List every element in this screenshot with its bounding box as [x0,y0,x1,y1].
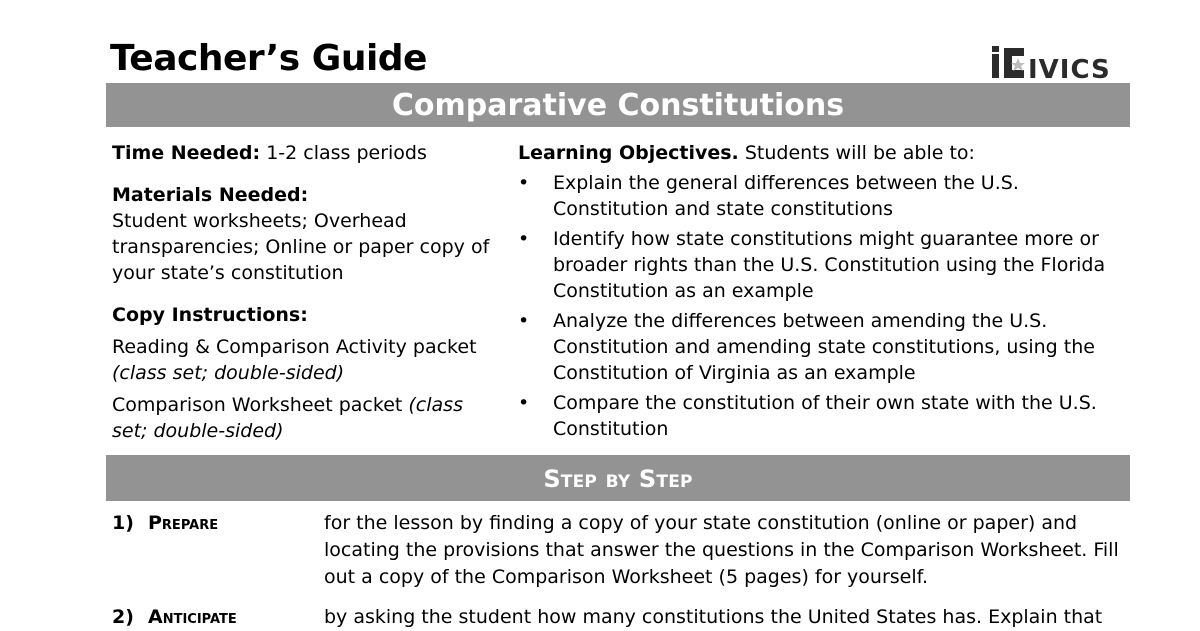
copy-item-text: Reading & Comparison Activity packet [112,336,477,358]
objective-text: Identify how state constitutions might guarantee more or broader rights than the U.S. Constitution using the Florida Constitution as an example [553,228,1106,302]
objectives-heading [518,140,1138,166]
bullet-icon: • [518,228,530,250]
title-banner: Comparative Constitutions [106,83,1130,127]
lesson-info [112,140,502,444]
step-number: 1) [112,512,134,534]
copy-item-note: (class set; double-sided) [112,394,463,442]
icivics-logo [990,44,1132,80]
steps-banner: Step by Step [106,455,1130,501]
time-needed-value: 1-2 class periods [266,142,427,164]
objective-text: Explain the general differences between the U.S. Constitution and state constitutions [553,172,1019,220]
materials-label: Materials Needed: [112,184,309,206]
time-needed-label: Time Needed: [112,142,261,164]
step-number: 2) [112,606,134,628]
svg-text:IVICS: IVICS [1028,55,1111,80]
objectives-intro: Students will be able to: [744,142,975,164]
objective-item [518,390,1138,442]
step-text: by asking the student how many constitutions the United States has. Explain that [324,606,1103,628]
step-text: for the lesson by finding a copy of your state constitution (online or paper) and locating the provisions that answer the questions in the Comparison Worksheet. Fill out a copy of the Comparison Worksheet (5 pages) for yourself. [324,512,1119,588]
time-needed [112,140,502,166]
materials-text: Student worksheets; Overhead transparencies; Online or paper copy of your state’s constitution [112,210,490,284]
page-title: Teacher’s Guide [110,38,427,79]
bullet-icon: • [518,392,530,414]
learning-objectives [518,140,1138,446]
objective-item [518,226,1138,304]
objectives-label: Learning Objectives. [518,142,739,164]
step-label: Prepare [148,512,219,534]
bullet-icon: • [518,310,530,332]
objectives-list [518,170,1138,442]
copy-item [112,392,502,444]
bullet-icon: • [518,172,530,194]
objective-item [518,308,1138,386]
copy-item [112,334,502,386]
copy-item-note: (class set; double-sided) [112,362,345,384]
step-label: Anticipate [148,606,237,628]
copy-instructions-label: Copy Instructions: [112,304,308,326]
objective-text: Analyze the differences between amending the U.S. Constitution and amending state constitutions, using the Constitution of Virginia as an example [553,310,1095,384]
objective-text: Compare the constitution of their own state with the U.S. Constitution [553,392,1097,440]
objective-item [518,170,1138,222]
copy-item-text: Comparison Worksheet packet [112,394,403,416]
